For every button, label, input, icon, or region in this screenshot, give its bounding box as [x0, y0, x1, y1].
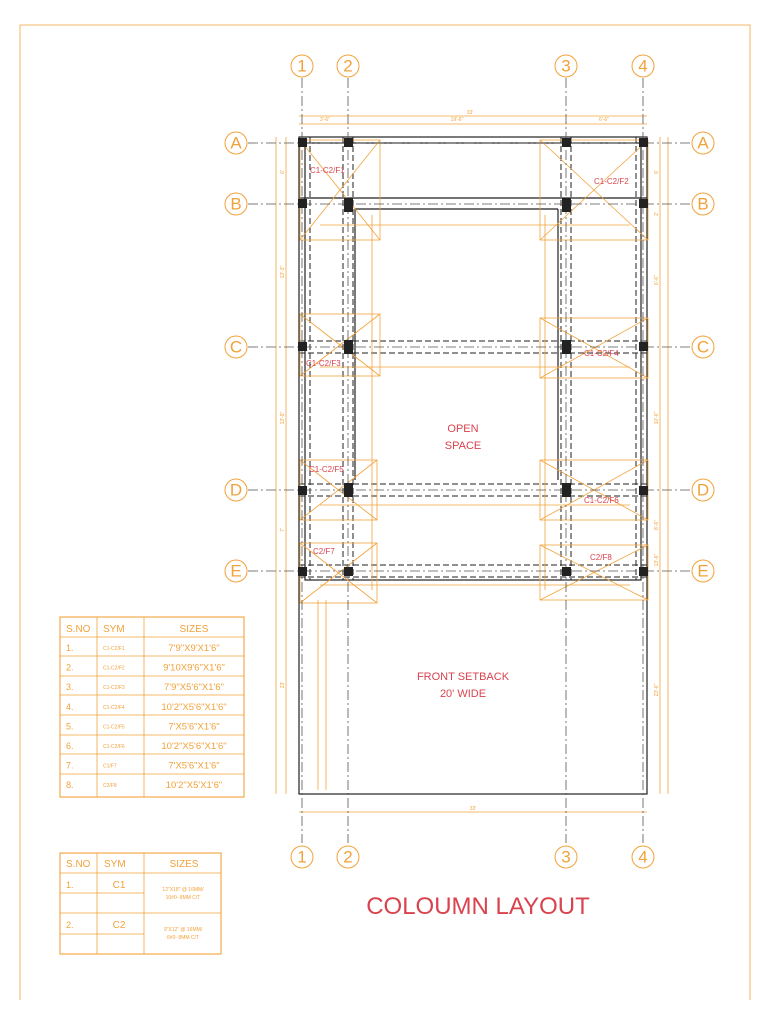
table-cell: 1.: [66, 643, 74, 653]
footing-label: C1-C2/F1: [310, 166, 345, 175]
top-dimension-segment: 6'-6": [599, 117, 609, 123]
front-setback-label: 20' WIDE: [439, 688, 487, 700]
table-cell: 6#0- 8MM C/T: [167, 935, 199, 941]
grid-bubble-3-top: [555, 55, 577, 77]
table-cell: C1: [112, 880, 126, 891]
grid-label: 3: [561, 56, 571, 76]
top-dimension-segment: 19'-6": [450, 117, 464, 123]
top-total-dimension: 33': [466, 110, 474, 116]
table-cell: 8.: [66, 780, 74, 791]
column: [298, 199, 307, 208]
grid-bubble-a-right: [692, 132, 714, 154]
grid-label: 2: [343, 847, 353, 867]
table-cell: 5.: [66, 721, 74, 732]
right-dimension-segment: 13'-6": [654, 553, 660, 567]
table-cell: 7.: [66, 760, 74, 771]
table-cell: C1-C2/F3: [103, 685, 125, 692]
grid-label: D: [696, 480, 710, 500]
table-cell: C1-C2/F4: [103, 704, 125, 711]
grid-label: D: [229, 480, 243, 500]
column: [344, 567, 353, 576]
column: [344, 198, 353, 212]
grid-bubble-d-left: [225, 479, 247, 501]
table-cell: C1/F7: [103, 763, 117, 770]
grid-bubble-4-bottom: [632, 846, 654, 868]
table-cell: C1-C2/F6: [103, 744, 125, 750]
left-dimension-segment: 6': [280, 170, 286, 174]
table-cell: 6.: [66, 741, 74, 751]
column: [562, 483, 571, 497]
left-dimension-segment: 13'-3": [280, 265, 286, 279]
grid-bubble-e-left: [225, 560, 247, 582]
grid-bubble-d-right: [692, 479, 714, 501]
table-cell: 10#0- 8MM C/T: [165, 895, 201, 901]
footing-label: C1-C2/F5: [309, 465, 344, 474]
table-header: S.NO: [66, 859, 91, 870]
grid-label: E: [230, 561, 242, 581]
dimension-lines: [276, 116, 668, 812]
grid-bubble-2-bottom: [337, 846, 359, 868]
table-cell: 10'2"X5'6"X1'6": [161, 701, 227, 713]
column: [639, 199, 648, 208]
table-cell: C2/F8: [103, 783, 117, 790]
column: [562, 567, 571, 576]
grid-bubble-c-right: [692, 336, 714, 358]
grid-label: B: [230, 194, 242, 214]
grid-bubble-c-left: [225, 336, 247, 358]
grid-label: B: [697, 194, 709, 214]
table-cell: 3.: [66, 682, 74, 693]
grid-label: 4: [638, 56, 648, 76]
table-cell: C1-C2/F5: [103, 724, 125, 731]
left-dimension-segment: 13'-9": [280, 411, 286, 425]
table-header: SYM: [103, 624, 125, 635]
right-dimension-segment: 23'-6": [654, 683, 660, 697]
column: [298, 342, 307, 351]
table-header: SIZES: [169, 859, 199, 870]
right-dimension-segment: 2': [654, 212, 660, 216]
grid-bubble-b-right: [692, 193, 714, 215]
column: [344, 138, 353, 147]
footing-label: C1-C2/F2: [594, 177, 629, 186]
table-cell: 7'9"X5'6"X1'6": [164, 682, 224, 694]
column: [562, 138, 571, 147]
grid-bubble-e-right: [692, 560, 714, 582]
table-cell: 10'2"X5'6"X1'6": [161, 741, 227, 752]
footing-label: C1-C2/F6: [584, 496, 619, 505]
open-space-label: OPEN: [447, 423, 479, 435]
grid-label: 1: [297, 847, 307, 867]
column: [639, 342, 648, 351]
grid-bubble-2-top: [337, 55, 359, 77]
grid-label: A: [230, 133, 242, 153]
grid-bubble-1-bottom: [291, 846, 313, 868]
front-setback-label: FRONT SETBACK: [416, 671, 510, 683]
column: [298, 138, 307, 147]
grid-label: C: [229, 337, 243, 357]
table-cell: 2.: [66, 662, 74, 673]
grid-label: 2: [343, 56, 353, 76]
grid-label: 3: [561, 847, 571, 867]
table-cell: 1.: [66, 880, 74, 890]
right-dimension-segment: 8'-6": [654, 520, 660, 530]
grid-bubble-b-left: [225, 193, 247, 215]
column: [298, 567, 307, 576]
table-header: SIZES: [179, 624, 209, 635]
column: [562, 198, 571, 212]
open-space-label: SPACE: [444, 440, 482, 452]
grid-label: A: [697, 133, 709, 153]
footing-label: C1-C2/F3: [306, 359, 341, 368]
right-dimension-segment: 6': [654, 170, 660, 174]
table-cell: C1-C2/F2: [103, 665, 125, 672]
column: [562, 340, 571, 354]
grid-axes: [248, 78, 690, 843]
footing-label: C2/F8: [590, 553, 612, 562]
grid-bubble-3-bottom: [555, 846, 577, 868]
grid-label: 1: [297, 56, 307, 76]
top-dimension-segment: 3'-6": [320, 117, 330, 123]
column: [639, 138, 648, 147]
table-cell: 2.: [66, 920, 74, 930]
table-cell: 12"X18" @ 16MM/: [162, 887, 204, 893]
table-cell: 7'9"X9'X1'6": [168, 643, 220, 654]
table-cell: 4.: [66, 701, 74, 712]
right-dimension-segment: 6'-6": [654, 275, 660, 285]
grid-bubble-4-top: [632, 55, 654, 77]
left-dimension-segment: 23': [280, 681, 286, 689]
grid-bubble-a-left: [225, 132, 247, 154]
drawing-title: COLOUMN LAYOUT: [366, 893, 590, 920]
table-cell: C2: [112, 920, 126, 931]
footing-label: C2/F7: [313, 547, 335, 556]
column: [344, 483, 353, 497]
table-header: S.NO: [66, 624, 91, 635]
right-dimension-segment: 10'-6": [654, 411, 660, 425]
column: [639, 486, 648, 495]
table-header: SYM: [104, 859, 126, 870]
table-cell: 9"X12" @ 16MM/: [163, 927, 203, 933]
footing-label: C1-C2/F4: [584, 349, 619, 358]
bottom-total-dimension: 33': [469, 806, 477, 812]
left-dimension-segment: 7': [280, 528, 286, 532]
column: [639, 567, 648, 576]
table-cell: 9'10X9'6"X1'6": [163, 662, 225, 674]
table-cell: 7'X5'6"X1'6": [168, 721, 220, 733]
table-cell: C1-C2/F1: [103, 646, 125, 652]
column: [298, 486, 307, 495]
table-cell: 7'X5'6"X1'6": [168, 760, 220, 772]
grid-label: C: [696, 337, 710, 357]
column: [344, 340, 353, 354]
table-cell: 10'2"X5'X1'6": [165, 780, 223, 792]
grid-bubble-1-top: [291, 55, 313, 77]
grid-label: E: [697, 561, 709, 581]
grid-label: 4: [638, 847, 648, 867]
